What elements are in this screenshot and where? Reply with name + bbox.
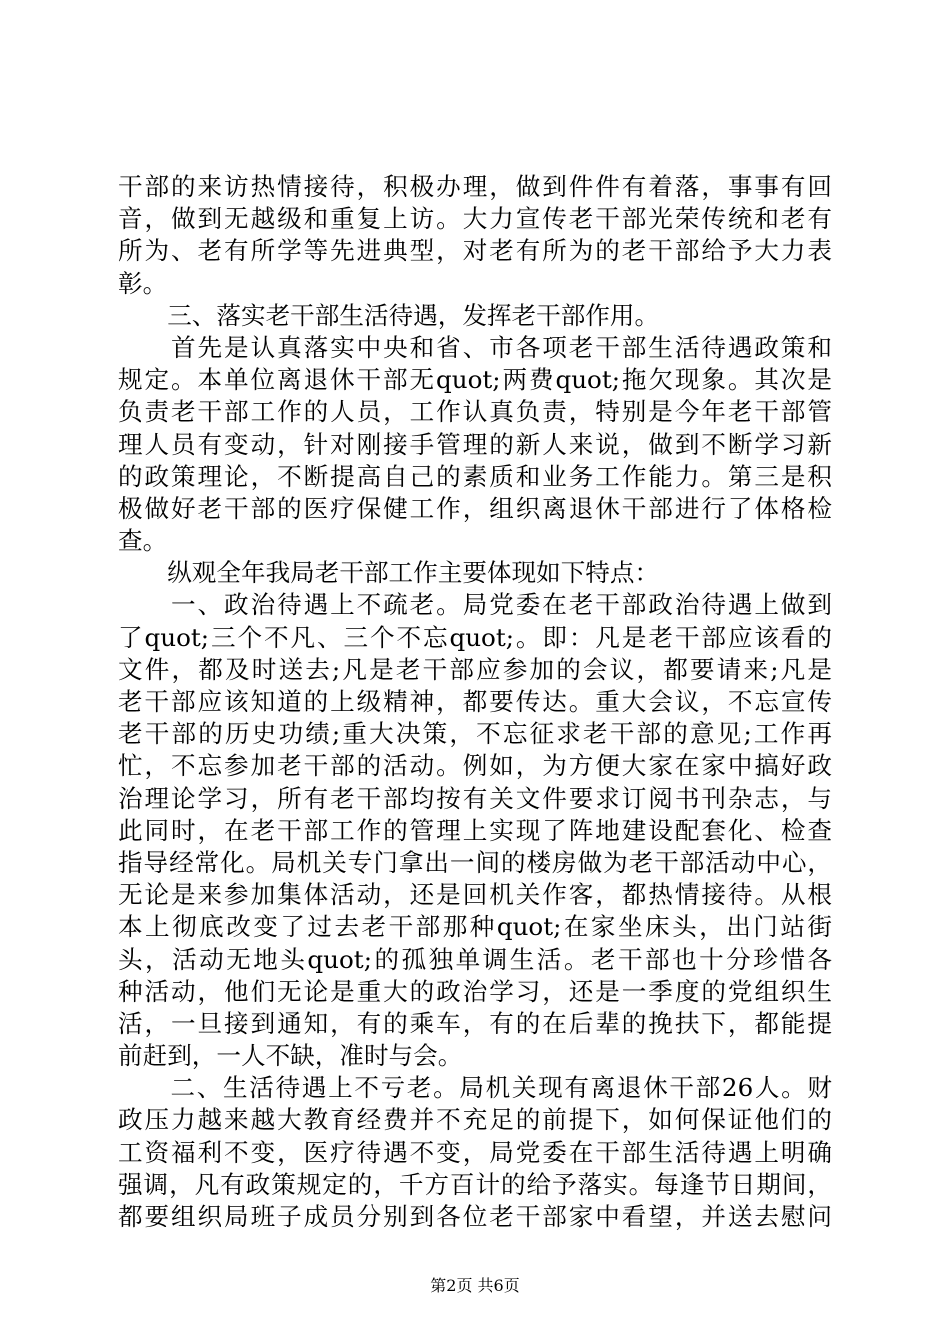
text-line: 此同时，在老干部工作的管理上实现了阵地建设配套化、检查 xyxy=(118,815,832,845)
text-line: 音，做到无越级和重复上访。大力宣传老干部光荣传统和老有 xyxy=(118,204,832,234)
text-line: 活，一旦接到通知，有的乘车，有的在后辈的挽扶下，都能提 xyxy=(118,1008,832,1038)
text-line: 前赶到，一人不缺，准时与会。 xyxy=(118,1041,463,1071)
text-line: 负责老干部工作的人员，工作认真负责，特别是今年老干部管 xyxy=(118,397,832,427)
text-line: 政压力越来越大教育经费并不充足的前提下，如何保证他们的 xyxy=(118,1105,832,1135)
text-line: 治理论学习，所有老干部均按有关文件要求订阅书刊杂志，与 xyxy=(118,783,832,813)
text-line: 都要组织局班子成员分别到各位老干部家中看望，并送去慰问 xyxy=(118,1202,832,1231)
text-line: 了quot;三个不凡、三个不忘quot;。即：凡是老干部应该看的 xyxy=(118,622,832,652)
page-footer: 第2页 共6页 xyxy=(430,1276,520,1295)
text-line: 干部的来访热情接待，积极办理，做到件件有着落，事事有回 xyxy=(118,172,832,201)
text-line: 文件，都及时送去;凡是老干部应参加的会议，都要请来;凡是 xyxy=(118,654,832,684)
text-line: 强调，凡有政策规定的，千方百计的给予落实。每逢节日期间， xyxy=(118,1169,832,1199)
text-line: 忙，不忘参加老干部的活动。例如，为方便大家在家中搞好政 xyxy=(118,751,832,781)
text-line: 老干部的历史功绩;重大决策，不忘征求老干部的意见;工作再 xyxy=(118,719,832,749)
text-line: 的政策理论，不断提高自己的素质和业务工作能力。第三是积 xyxy=(118,461,832,491)
text-line: 二、生活待遇上不亏老。局机关现有离退休干部26人。财 xyxy=(118,1073,832,1103)
text-line: 彰。 xyxy=(118,268,168,298)
text-line: 老干部应该知道的上级精神，都要传达。重大会议，不忘宣传 xyxy=(118,687,832,716)
text-line: 理人员有变动，针对刚接手管理的新人来说，做到不断学习新 xyxy=(118,429,832,459)
text-line: 极做好老干部的医疗保健工作，组织离退休干部进行了体格检 xyxy=(118,493,832,523)
text-line: 头，活动无地头quot;的孤独单调生活。老干部也十分珍惜各 xyxy=(118,944,832,974)
text-line: 查。 xyxy=(118,526,168,556)
text-line: 本上彻底改变了过去老干部那种quot;在家坐床头，出门站街 xyxy=(118,912,832,942)
text-line: 种活动，他们无论是重大的政治学习，还是一季度的党组织生 xyxy=(118,976,832,1006)
text-line: 首先是认真落实中央和省、市各项老干部生活待遇政策和 xyxy=(118,332,832,362)
text-line: 纵观全年我局老干部工作主要体现如下特点： xyxy=(118,558,660,588)
text-line: 三、落实老干部生活待遇，发挥老干部作用。 xyxy=(118,300,660,330)
text-line: 规定。本单位离退休干部无quot;两费quot;拖欠现象。其次是 xyxy=(118,365,832,395)
text-line: 无论是来参加集体活动，还是回机关作客，都热情接待。从根 xyxy=(118,880,832,910)
text-line: 工资福利不变，医疗待遇不变，局党委在干部生活待遇上明确 xyxy=(118,1137,832,1167)
text-line: 所为、老有所学等先进典型，对老有所为的老干部给予大力表 xyxy=(118,236,832,266)
document-body xyxy=(118,171,832,1233)
text-line: 一、政治待遇上不疏老。局党委在老干部政治待遇上做到 xyxy=(118,590,832,620)
text-line: 指导经常化。局机关专门拿出一间的楼房做为老干部活动中心， xyxy=(118,847,832,877)
